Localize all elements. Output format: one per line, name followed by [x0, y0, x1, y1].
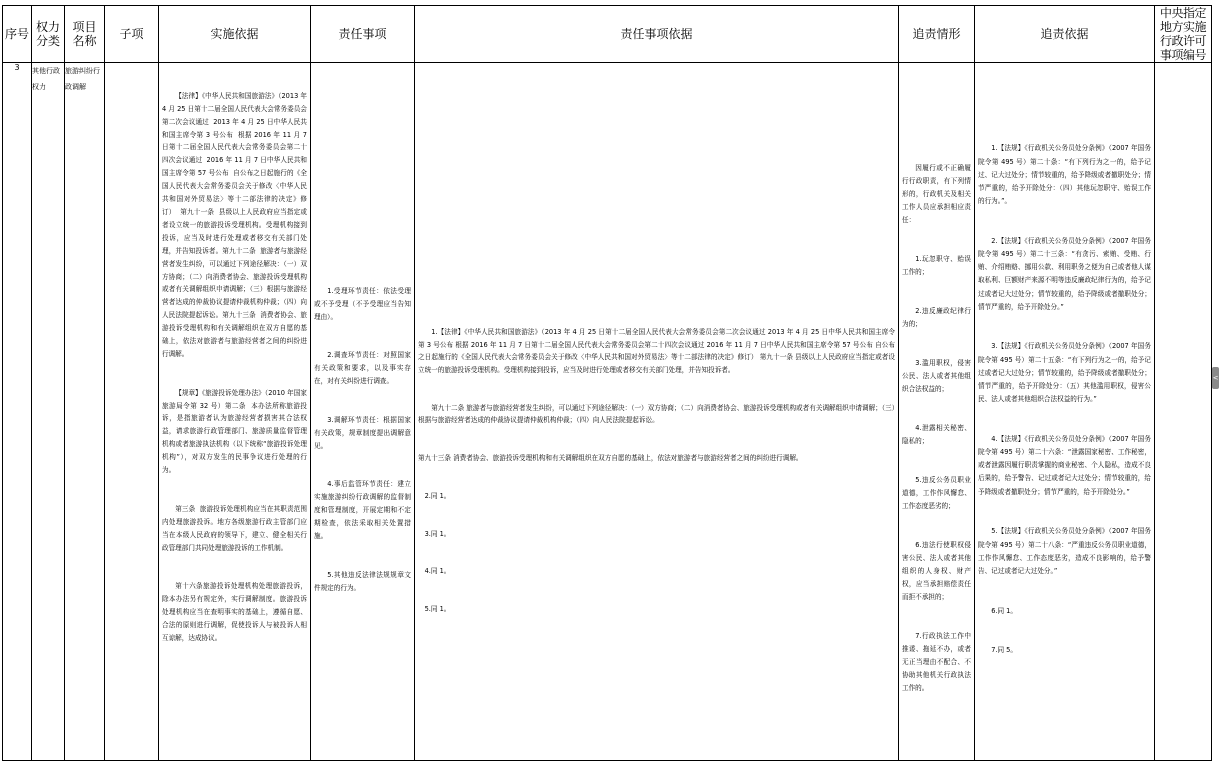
header-item-name: 项目名称 [65, 6, 105, 63]
cell-accountability [899, 63, 975, 761]
side-panel-toggle-icon[interactable]: < [1212, 367, 1219, 389]
accountability-paragraph: 5.违反公务员职业道德，工作作风懈怠、工作态度恶劣的； [902, 476, 971, 510]
table-row [3, 63, 1212, 761]
power-list-table [2, 5, 1212, 761]
duty-paragraph: 1.受理环节责任：依法受理或不予受理（不予受理应当告知理由）。 [314, 286, 411, 321]
duty-basis-paragraph: 2.同 1。 [424, 491, 451, 500]
accountability-paragraph: 3.滥用职权，侵害公民、法人或者其他组织合法权益的； [902, 359, 971, 393]
duty-text [311, 63, 414, 620]
header-seq: 序号 [3, 6, 32, 63]
header-basis: 实施依据 [159, 6, 311, 63]
seq-value: 3 [14, 63, 20, 72]
header-duty-basis: 责任事项依据 [415, 6, 899, 63]
header-accountability: 追责情形 [899, 6, 975, 63]
cell-duty-basis [415, 63, 899, 761]
cell-item-name [65, 63, 105, 761]
basis-paragraph: 第十六条旅游投诉处理机构处理旅游投诉，除本办法另有规定外，实行调解制度。旅游投诉处理机构应当在查明事实的基础上，遵循自愿、合法的原则进行调解，促使投诉人与被投诉人相互谅解，达成协议。 [162, 582, 307, 642]
duty-basis-paragraph: 3.同 1。 [424, 529, 451, 538]
header-sub-item: 子项 [105, 6, 159, 63]
basis-text [159, 63, 310, 671]
header-accountability-basis: 追责依据 [975, 6, 1155, 63]
header-duty: 责任事项 [311, 6, 415, 63]
duty-basis-paragraph: 第九十二条 旅游者与旅游经营者发生纠纷，可以通过下列途径解决：（一）双方协商；（二）向消费者协会、旅游投诉受理机构或者有关调解组织申请调解；（三）根据与旅游经营者达成的仲裁协议提请仲裁机构仲裁；（四）向人民法院提起诉讼。 [418, 403, 895, 425]
cell-power-category [32, 63, 65, 761]
duty-paragraph: 3.调解环节责任：根据国家有关政策，规章制度提出调解意见。 [314, 415, 411, 450]
duty-paragraph: 4.事后监管环节责任：建立实施旅游纠纷行政调解的监督制度和管理制度，开展定期和不定期检查，依法采取相关处置措施。 [314, 480, 411, 541]
accountability-basis-paragraph: 5.【法规】《行政机关公务员处分条例》（2007 年国务院令第 495 号）第二十八条：“严重违反公务员职业道德，工作作风懈怠、工作态度恶劣，造成不良影响的，给予警告、记过或者记大过处分。” [978, 527, 1151, 575]
cell-seq [3, 63, 32, 761]
accountability-paragraph: 7.行政执法工作中推诿、拖延不办，或者无正当理由不配合、不协助其他机关行政执法工作的。 [902, 632, 971, 692]
basis-paragraph: 第三条 旅游投诉处理机构应当在其职责范围内处理旅游投诉。地方各级旅游行政主管部门应当在本级人民政府的领导下，建立、健全相关行政管理部门共同处理旅游投诉的工作机制。 [162, 504, 307, 552]
duty-paragraph: 2.调查环节责任：对照国家有关政策和要求，以及事实存在，对有关纠纷进行调查。 [314, 351, 411, 386]
accountability-basis-paragraph: 1.【法规】《行政机关公务员处分条例》（2007 年国务院令第 495 号）第二十条：“有下列行为之一的，给予记过、记大过处分；情节较重的，给予降级或者撤职处分；情节严重的，给予开除处分：（四）其他玩忽职守、贻误工作的行为。”。 [978, 144, 1151, 206]
accountability-basis-text [975, 63, 1154, 684]
header-central-code: 中央指定地方实施行政许可事项编号 [1155, 6, 1212, 63]
header-power-category: 权力分类 [32, 6, 65, 63]
cell-central-code [1155, 63, 1212, 761]
cell-sub-item [105, 63, 159, 761]
item-name-value: 旅游纠纷行政调解 [65, 67, 100, 91]
header-row [3, 6, 1212, 63]
basis-paragraph: 【规章】《旅游投诉处理办法》（2010 年国家旅游局令第 32 号）第二条 本办法所称旅游投诉，是指旅游者认为旅游经营者损害其合法权益，请求旅游行政管理部门、旅游质量监督管理机构或者旅游执法机构（以下统称“旅游投诉处理机构”），对双方发生的民事争议进行处理的行为。 [162, 388, 307, 475]
accountability-basis-paragraph: 3.【法规】《行政机关公务员处分条例》（2007 年国务院令第 495 号）第二十五条：“有下列行为之一的，给予记过或者记大过处分；情节较重的，给予降级或者撤职处分；情节严重的，给予开除处分：（五）其他滥用职权，侵害公民、法人或者其他组织合法权益的行为。” [978, 342, 1151, 404]
cell-duty [311, 63, 415, 761]
duty-basis-paragraph: 第九十三条 消费者协会、旅游投诉受理机构和有关调解组织在双方自愿的基础上，依法对旅游者与旅游经营者之间的纠纷进行调解。 [418, 454, 803, 463]
accountability-basis-paragraph: 7.同 5。 [991, 646, 1017, 655]
accountability-basis-paragraph: 6.同 1。 [991, 606, 1017, 615]
duty-basis-paragraph: 4.同 1。 [424, 567, 451, 576]
duty-paragraph: 5.其他违反法律法规规章文件规定的行为。 [314, 570, 411, 592]
accountability-paragraph: 2.违反廉政纪律行为的； [902, 307, 971, 328]
cell-accountability-basis [975, 63, 1155, 761]
accountability-paragraph: 因履行或不正确履行行政职责，有下列情形的，行政机关及相关工作人员应承担相应责任： [902, 164, 971, 224]
accountability-paragraph: 4.泄露相关秘密、隐私的； [902, 424, 971, 445]
accountability-paragraph: 1.玩忽职守、贻误工作的； [902, 255, 971, 276]
accountability-basis-paragraph: 4.【法规】《行政机关公务员处分条例》（2007 年国务院令第 495 号）第二十六条：“泄露国家秘密、工作秘密，或者泄露因履行职责掌握的商业秘密、个人隐私，造成不良后果的，给予警告、记过或者记大过处分；情节较重的，给予降级或者撤职处分；情节严重的，给予开除处分。” [978, 434, 1151, 496]
cell-basis [159, 63, 311, 761]
accountability-paragraph: 6.违法行使职权侵害公民、法人或者其他组织的人身权、财产权，应当承担赔偿责任而拒不承担的； [902, 541, 971, 601]
duty-basis-text [415, 63, 898, 641]
accountability-text [899, 63, 974, 721]
duty-basis-paragraph: 1.【法律】《中华人民共和国旅游法》（2013 年 4 月 25 日第十二届全国人民代表大会常务委员会第二次会议通过 2013 年 4 月 25 日中华人民共和国主席令第 3 号公布 根据 2016 年 11 月 7 日第十二届全国人民代表大会常务委员会第二十四次会议通过 2016 年 11 月 7 日中华人民共和国主席令第 57 号公布 自公布之日起施行的《全国人民代表大会常务委员会关于修改〈中华人民共和国对外贸易法〉等十二部法律的决定》修订） 第九十一条 县级以上人民政府应当指定或者设立统一的旅游投诉受理机构。受理机构接到投诉，应当及时进行处理或者移交有关部门处理，并告知投诉者。 [418, 328, 895, 374]
accountability-basis-paragraph: 2.【法规】《行政机关公务员处分条例》（2007 年国务院令第 495 号）第二十三条：“有贪污、索贿、受贿、行贿、介绍贿赂、挪用公款、利用职务之便为自己或者他人谋取私利、巨额财产来源不明等违反廉政纪律行为的，给予记过或者记大过处分；情节较重的，给予降级或者撤职处分；情节严重的，给予开除处分。” [978, 236, 1151, 311]
duty-basis-paragraph: 5.同 1。 [424, 605, 451, 614]
basis-paragraph: 【法律】《中华人民共和国旅游法》（2013 年 4 月 25 日第十二届全国人民代表大会常务委员会第二次会议通过 2013 年 4 月 25 日中华人民共和国主席令第 3 号公布 根据 2016 年 11 月 7 日第十二届全国人民代表大会常务委员会第二十四次会议通过 2016 年 11 月 7 日中华人民共和国主席令第 57 号公布 自公布之日起施行的《全国人民代表大会常务委员会关于修改〈中华人民共和国对外贸易法〉等十二部法律的决定》修订） 第九十一条 县级以上人民政府应当指定或者设立统一的旅游投诉受理机构。受理机构接到投诉，应当及时进行处理或者移交有关部门处理，并告知投诉者。第九十二条 旅游者与旅游经营者发生纠纷，可以通过下列途径解决：（一）双方协商；（二）向消费者协会、旅游投诉受理机构或者有关调解组织申请调解；（三）根据与旅游经营者达成的仲裁协议提请仲裁机构仲裁；（四）向人民法院提起诉讼。第九十三条 消费者协会、旅游投诉受理机构和有关调解组织在双方自愿的基础上，依法对旅游者与旅游经营者之间的纠纷进行调解。 [162, 91, 310, 358]
power-category-value: 其他行政权力 [32, 67, 60, 91]
